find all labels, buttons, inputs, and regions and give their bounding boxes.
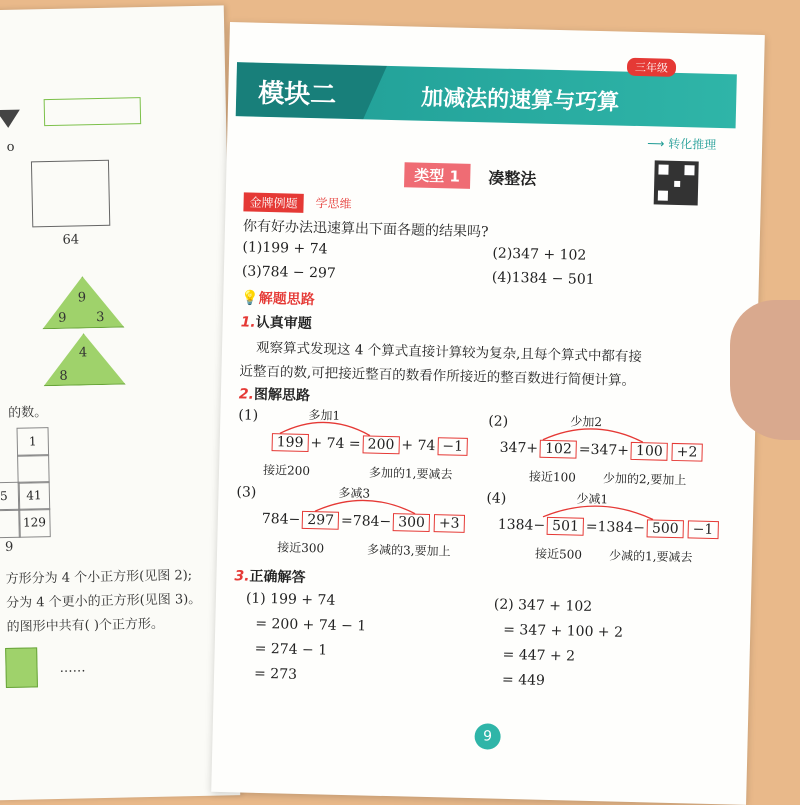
step2-num: 2. — [238, 386, 255, 403]
module-title: 模块二 — [257, 78, 337, 111]
diagram3-box-b: 300 — [393, 513, 430, 532]
tri2-top-num: 4 — [78, 345, 88, 361]
diagram4-pre: 1384− — [497, 516, 546, 534]
step2-head — [239, 383, 311, 405]
diagram1-arc-label: 多加1 — [308, 408, 341, 423]
left-line2: 分为 4 个更小的正方形(见图 3)。 — [6, 591, 202, 612]
bulb-icon: 💡 — [241, 290, 259, 307]
step1-num: 1. — [240, 314, 256, 331]
diagram1-note2: 多加的1,要减去 — [368, 465, 453, 482]
diagram2-box-b: 100 — [631, 442, 668, 461]
step3-num: 3. — [234, 568, 250, 585]
left-text-o: o — [6, 139, 15, 155]
diagram4-box-a: 501 — [547, 517, 584, 536]
step1-head — [240, 311, 312, 333]
diagram2-pre: 347+ — [499, 439, 539, 457]
diagram3-label: (3) — [236, 484, 257, 501]
answer1-line: (1) 199 + 74 — [245, 590, 336, 609]
diagram4-mid: =1384− — [585, 518, 646, 537]
diagram3-arc-label: 多减3 — [338, 485, 371, 501]
thinking-label: 解题思路 — [258, 290, 315, 309]
qr-bit — [684, 165, 694, 175]
step3-head — [234, 565, 306, 587]
left-label-64: 64 — [62, 232, 80, 248]
diagram3-note1: 接近300 — [277, 540, 325, 556]
grid-cell: 41 — [18, 481, 51, 511]
module-subtitle: 加减法的速算与巧算 — [420, 85, 620, 116]
diagram1-box-c: −1 — [437, 437, 468, 456]
module-banner — [236, 62, 737, 128]
right-page — [211, 22, 765, 805]
answer1-line: = 274 − 1 — [254, 640, 328, 659]
triangle-shape — [0, 110, 20, 128]
left-green-square — [5, 647, 38, 688]
step1-title: 认真审题 — [255, 314, 312, 333]
diagram1-note1: 接近200 — [262, 462, 311, 479]
diagram2-box-c: +2 — [672, 443, 703, 462]
grid-cell — [17, 454, 50, 484]
question-prompt: 你有好办法迅速算出下面各题的结果吗? — [242, 218, 489, 241]
answer2-line: (2) 347 + 102 — [493, 596, 593, 616]
diagram2-label: (2) — [488, 413, 509, 430]
question-4: (4)1384 − 501 — [491, 269, 595, 288]
diagram4-note1: 接近500 — [534, 546, 583, 562]
strategy-label: 转化推理 — [668, 136, 717, 152]
thinking-head — [241, 287, 315, 309]
question-1: (1)199 + 74 — [242, 239, 328, 258]
qr-bit — [674, 181, 680, 187]
tri-right-num: 3 — [96, 309, 105, 326]
example-tag-secondary: 学思维 — [315, 196, 352, 212]
type-badge: 类型 1 — [404, 162, 470, 189]
diagram2-box-a: 102 — [540, 440, 577, 459]
diagram3-box-a: 297 — [302, 511, 339, 530]
tri2-left-num: 8 — [59, 368, 68, 384]
step3-title: 正确解答 — [249, 568, 306, 587]
step1-line1: 观察算式发现这 4 个算式直接计算较为复杂,且每个算式中都有接 — [255, 339, 643, 366]
tri-top-num: 9 — [77, 290, 87, 306]
strategy-tag — [647, 134, 716, 153]
left-frag1: 的数。 — [8, 405, 48, 421]
grade-tag: 三年级 — [627, 58, 676, 77]
diagram1-box-a: 199 — [272, 433, 309, 452]
step1-line2: 近整百的数,可把接近整百的数看作所接近的整百数进行简便计算。 — [239, 363, 636, 390]
step2-title: 图解思路 — [253, 386, 311, 405]
left-square-box — [31, 160, 110, 228]
qr-bit — [658, 165, 668, 175]
left-dots: …… — [59, 660, 86, 676]
question-2: (2)347 + 102 — [492, 245, 587, 264]
tri-left-num: 9 — [58, 310, 67, 326]
diagram4-label: (4) — [486, 490, 507, 507]
answer2-line: = 447 + 2 — [502, 646, 576, 665]
example-tag: 金牌例题 — [243, 192, 303, 212]
diagram1-op1: + 74 = — [310, 435, 361, 453]
grid-cell: 1 — [17, 427, 50, 457]
diagram2-note2: 少加的2,要加上 — [602, 471, 687, 488]
answer1-line: = 273 — [253, 665, 298, 683]
answer1-line: = 200 + 74 − 1 — [255, 615, 367, 635]
diagram3-box-c: +3 — [434, 514, 465, 533]
diagram3-note2: 多减的3,要加上 — [366, 542, 451, 559]
diagram1-op2: + 74 — [401, 437, 436, 455]
qr-code-icon — [654, 160, 699, 205]
grid-cell: 129 — [18, 508, 51, 538]
diagram3-pre: 784− — [261, 510, 301, 528]
type-name: 凑整法 — [488, 168, 537, 189]
diagram4-box-c: −1 — [687, 520, 718, 539]
diagram2-equation — [499, 439, 704, 462]
diagram2-arc-label: 少加2 — [570, 414, 603, 430]
diagram3-equation — [262, 510, 467, 533]
answer2-line: = 449 — [501, 671, 546, 689]
left-page — [0, 5, 240, 800]
left-line1: 方形分为 4 个小正方形(见图 2); — [5, 568, 193, 588]
answer2-line: = 347 + 100 + 2 — [503, 621, 624, 641]
left-grid-9: 9 — [4, 539, 14, 556]
diagram4-note2: 少减的1,要减去 — [608, 548, 693, 565]
left-line3: 的图形中共有( )个正方形。 — [6, 616, 165, 636]
arrow-right-icon: ⟶ — [646, 136, 665, 151]
left-rect-box — [44, 97, 142, 126]
diagram4-arc-label: 少减1 — [576, 491, 609, 507]
diagram2-note1: 接近100 — [528, 469, 577, 485]
diagram1-box-b: 200 — [362, 435, 399, 454]
diagram4-equation — [498, 516, 721, 539]
question-3: (3)784 − 297 — [241, 263, 336, 282]
diagram4-box-b: 500 — [647, 519, 684, 538]
diagram3-mid: =784− — [340, 512, 392, 531]
grid-cell: 5 — [0, 482, 20, 512]
diagram1-label: (1) — [238, 407, 259, 424]
diagram2-mid: =347+ — [578, 441, 630, 459]
qr-bit — [658, 191, 668, 201]
page-number-badge: 9 — [474, 723, 501, 750]
diagram1-equation — [270, 433, 471, 456]
